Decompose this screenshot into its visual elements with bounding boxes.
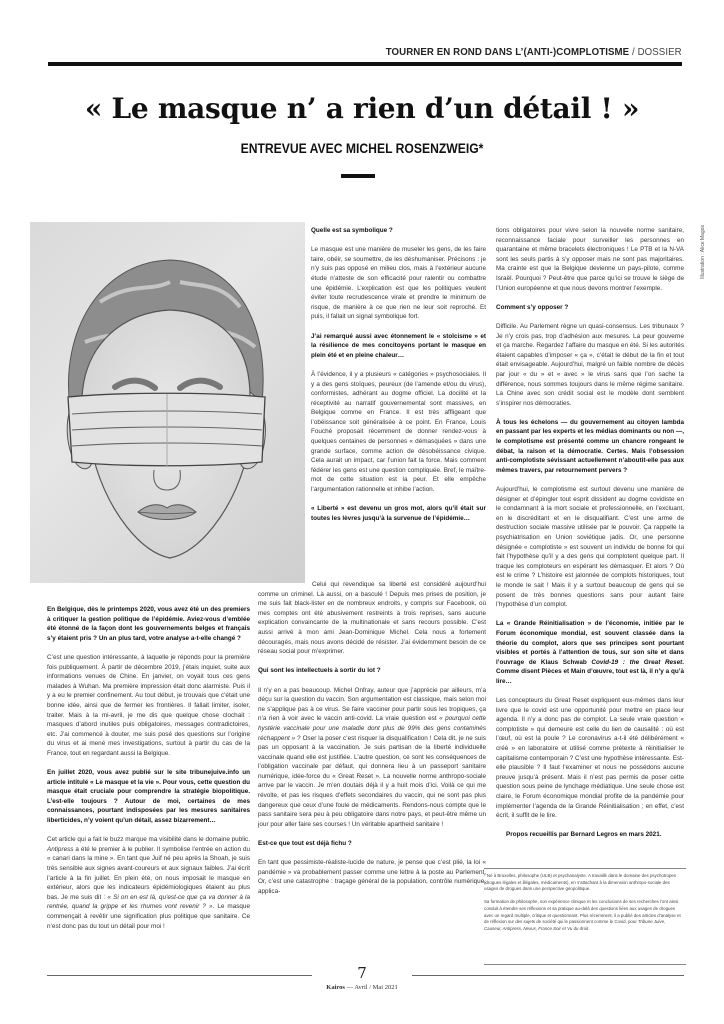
category-label: DOSSIER bbox=[637, 46, 682, 58]
answer-text: ? Oser la poser c’est risquer la disqualification ! Cela dit, je ne suis pas un opposant à la vaccination. Je suis partisan de la liberté individuelle vaccinale quand elle est justifiée. L’autre question, ce sont les conséquences de l’obligation vaccinale par défaut, qui donnera lieu à un passeport sanitaire numérique, idée-force du « Great Reset ». La nouvelle norme anthropo-sociale arrive par le vaccin. Je m’en doutais déjà il y a huit mois d’ici. Voilà ce qui me révolte, et pas les risques d’effets secondaires du vaccin, qui ne sont pas plus dangereux que ceux d’une foule de médicaments. Rendons-nous compte que le pass sanitaire sera peu à peu obligatoire dans notre pays, et peut-être même un jour pour aller faire ses courses ! Un véritable apartheid sanitaire ! bbox=[258, 734, 486, 828]
author-footnote bbox=[484, 873, 684, 939]
question: Est-ce que tout est déjà fichu ? bbox=[258, 840, 352, 848]
illustration-credit: Illustration : Alice Magos bbox=[700, 225, 706, 279]
answer-text: Cet article qui a fait le buzz marque ma visibilité dans le domaine public. bbox=[47, 836, 250, 844]
interview-signature: Propos recueillis par Bernard Legros en mars 2021. bbox=[506, 831, 662, 839]
title-divider bbox=[341, 174, 375, 178]
footer-rule-right bbox=[412, 975, 684, 976]
question: En Belgique, dès le printemps 2020, vous avez été un des premiers à critiquer la gestion politique de l’épidémie. Aviez-vous d’emblée été étonné de la façon dont les gouvernements belges et français s’y étaient pris ? Un an plus tard, votre analyse a-t-elle changé ? bbox=[47, 606, 250, 642]
publication-name: Antipress bbox=[47, 845, 74, 853]
question-text: . Comme disent Pièces et Main d’œuvre, tout est là, il n’y a qu’à lire… bbox=[496, 658, 684, 685]
middle-column-top bbox=[311, 226, 486, 533]
question-text: La « Grande Réinitialisation » de l’économie, initiée par le Forum économique mondial, est souvent classée dans la théorie du complot, alors que ses principes sont pourtant visibles et portés à l’attention de tous, sur son site et dans l’ouvrage de Klaus Schwab bbox=[496, 620, 684, 666]
answer-continued: tions obligatoires pour vivre selon la nouvelle norme sanitaire, reconnaissance faciale pour surveiller les personnes en quarantaine et même bracelets électroniques ! Le PTB et la N-VA sont les seuls partis à s’y opposer mais ne sont pas majoritaires. Ma crainte est que la Belgique devienne un pays-pilote, comme Israël. Pourquoi ? Peut-être que parce qu’ici se trouve le siège de l’Union européenne et que nous devons montrer l’exemple. bbox=[496, 227, 684, 292]
answer: Difficile. Au Parlement règne un quasi-consensus. Les tribunaux ? Je n’y crois pas, trop d’adhésion aux mesures. La peur gouverne et ça marche. Regardez l’affaire du masque en été. Si les autorités étaient capables d’imposer « ça », c’était le début de la fin et tout était envisageable. Aujourd’hui, malgré un faible nombre de décès par jour « du » et « avec » le virus sans que l’on sache la différence, nous sommes toujours dans le même régime sanitaire. La Chine avec son crédit social est le modèle dont semblent s’inspirer nos démocraties. bbox=[496, 322, 684, 407]
middle-column bbox=[258, 580, 486, 906]
answer bbox=[47, 835, 250, 931]
issue-date: — Avril / Mai 2021 bbox=[344, 984, 398, 991]
article-subtitle: ENTREVUE AVEC MICHEL ROSENZWEIG* bbox=[240, 141, 484, 156]
publication-name: Vu du droit bbox=[567, 925, 589, 931]
footnote-text: . bbox=[588, 925, 590, 931]
answer: Celui qui revendique sa liberté est considéré aujourd’hui comme un criminel. Là aussi, on a basculé ! Depuis mes prises de position, je me suis fait black-lister en de nombreux endroits, y compris sur Facebook, où mes comptes ont été abusivement restreints à trois reprises, sans aucune explication convaincante de la multinationale et sans recours possible. C’est aussi arrivé à mon ami Jean-Dominique Michel. Cela nous a fortement découragés, mais nous avons décidé de résister. J’ai évidemment besoin de ce réseau social pour m’exprimer. bbox=[258, 581, 486, 656]
running-head bbox=[386, 46, 682, 58]
section-separator: / bbox=[632, 46, 636, 58]
folio bbox=[0, 984, 724, 991]
illustration bbox=[30, 222, 305, 583]
footnote-text: et bbox=[560, 925, 568, 931]
answer: C’est une question intéressante, à laquelle je réponds pour la première fois publiquement. À partir de décembre 2019, j’étais inquiet, suite aux informations venues de Chine. En janvier, on voyait tous ces gens malades à Wuhan. Ma première impression était donc alarmiste. Puis il y a eu le premier confinement. Au tout début, je trouvais que c’était une bonne idée, ainsi que de fermer les frontières. Il fallait limiter, isoler, traiter. Mais à la mi-avril, je me dis que quelque chose clochait : masques d’abord inutiles puis obligatoires, messages contradictoires, etc. J’ai commencé à douter, me suis posé des questions sur l’origine du virus et ai mené mes investigations, surtout à partir du cas de la France, tout en regardant aussi la Belgique. bbox=[47, 653, 250, 757]
answer-text: Il n’y en a pas beaucoup. Michel Onfray, auteur que j’apprécie par ailleurs, m’a déçu sur la question du vaccin. Son argumentation est classique, mais selon moi ne s’applique pas à ce virus. Se faire vacciner pour partir sous les tropiques, ça n’a rien à voir avec le vaccin anti-covid. La vraie question est bbox=[258, 686, 486, 723]
footnote-rule-top bbox=[484, 868, 686, 869]
question: En juillet 2020, vous avez publié sur le site tribunejuive.info un article intitulé « Le masque et la vie ». Pour vous, cette question du masque était cruciale pour comprendre la stratégie biopolitique. L’est-elle toujours ? Autour de moi, certaines de mes connaissances, pourtant indisposées par les mesures sanitaires liberticides, n’y voient qu’un détail, assez bizarrement… bbox=[47, 769, 250, 825]
answer: Aujourd’hui, le complotisme est surtout devenu une manière de désigner et d’épingler tout esprit dissident au dogme covidiste en le condamnant à la mort sociale et professionnelle, en l’excluant, en le discréditant et en le disqualifiant. C’est une arme de destruction sociale massive utilisée par le pouvoir. Ça rappelle la psychiatrisation en Union soviétique jadis. Or, une personne désignée « complotiste » est souvent un individu de bonne foi qui fait l’hypothèse qu’il y a des gens qui complotent quelque part. Il traque les comploteurs en espérant les démasquer. Et alors ? Où est le crime ? L’histoire est jalonnée de complots historiques, tout le monde le sait ! Mais il y a surtout beaucoup de gens qui se posent de très bonnes questions sans pour autant faire l’hypothèse d’un complot. bbox=[496, 486, 684, 609]
footnote-career bbox=[484, 899, 684, 932]
footnote-bio: * Né à Bruxelles, philosophe (ULB) et psychanalyste. A travaillé dans le domaine des psychotropes (drogues légales et illégales, médicaments), en s’attachant à la dimension anthropo-sociale des usages de drogues dans une perspective géopolitique. bbox=[484, 873, 677, 892]
question: Qui sont les intellectuels à sortir du lot ? bbox=[258, 667, 381, 675]
answer-text: a été le premier à le publier. Il symbolise l’entrée en action du « canari dans la mine ». En tant que Juif né peu après la Shoah, je suis très sensible aux signes avant-coureurs et aux signaux faibles. J’ai écrit l’article à la fin juillet. En plein été, on nous imposait le masque en extérieur, alors que les indicateurs épidémiologiques étaient au plus bas. Je me suis dit : bbox=[47, 845, 250, 901]
answer: Les concepteurs du Great Reset expliquent eux-mêmes dans leur livre que le covid est une opportunité pour mettre en place leur agenda. Il n’y a donc pas de complot. La seule vraie question « complotiste » qui demeure est celle du lien de causalité : où est l’œuf, où est la poule ? Le coronavirus a-t-il été délibérément « créé » en laboratoire et utilisé comme prétexte à réinitialiser le capitalisme contemporain ? C’est une hypothèse intéressante. Est-elle plausible ? Il faut l’examiner et nous ne possédons aucune preuve jusqu’à présent. Mais il n’est pas permis de poser cette question sous peine de lynchage médiatique. Une seule chose est claire, le Forum économique mondial profite de la pandémie pour implémenter l’agenda de la Grande Réinitialisation ; en effet, c’est écrit, il suffit de le lire. bbox=[496, 697, 684, 820]
footer-rule-left bbox=[47, 975, 312, 976]
footnote-text: Sa formation de philosophe, son expérience clinique et les conclusions de ses recherches l’ont ainsi conduit à étendre ses réflexions et sa pratique au-delà des questions liées aux usages de drogues avec un regard multiple, critique et questionnant. Plus récemment, il a publié des articles d’analyse et de réflexion sur des sujets de société qui le passionnent comme le Covid, pour bbox=[484, 899, 681, 925]
page-number: 7 bbox=[357, 964, 367, 982]
publication-list: Tribune Juive, Causeur, Antipress, Nexus, France Soir bbox=[484, 919, 666, 931]
question: Comment s’y opposer ? bbox=[496, 303, 569, 311]
answer-text: . Le masque commençait à revêtir une signification plus politique que sanitaire. Ce n’est donc pas du tout un détail pour moi ! bbox=[47, 903, 250, 930]
quoted-question: « pourquoi cette hystérie vaccinale pour une maladie dont plus de 99% des gens contaminés réchappent » bbox=[258, 715, 486, 742]
answer: En tant que pessimiste-réaliste-lucide de nature, je pense que c’est plié, la loi « pandémie » va probablement passer comme une lettre à la poste au Parlement. Or, c’est une catastrophe : traçage général de la population, contrôle numérique, applica- bbox=[258, 859, 486, 895]
footnote-rule-bottom bbox=[484, 964, 686, 965]
question: Quelle est sa symbolique ? bbox=[311, 227, 393, 234]
question: « Liberté » est devenu un gros mot, alors qu’il était sur toutes les lèvres jusqu’à la survenue de l’épidémie… bbox=[311, 505, 486, 522]
question: J’ai remarqué aussi avec étonnement le « stoïcisme » et la résilience de mes concitoyens portant le masque en plein été et en pleine chaleur… bbox=[311, 332, 486, 359]
answer bbox=[258, 686, 486, 830]
magazine-name: Kairos bbox=[326, 984, 345, 991]
right-column bbox=[496, 226, 684, 850]
quoted-thought: « Si on en est là, qu’est-ce que ça va donner à la rentrée, quand la grippe et les rhumes vont revenir ? » bbox=[47, 893, 250, 911]
masked-face-drawing-icon bbox=[30, 222, 305, 583]
book-title: Covid-19 : the Great Reset bbox=[591, 658, 683, 666]
article-title: « Le masque n’ a rien d’un détail ! » bbox=[84, 92, 640, 125]
header-rule bbox=[48, 62, 682, 66]
left-column bbox=[47, 605, 250, 941]
question: À tous les échelons — du gouvernement au citoyen lambda en passant par les experts et les médias dominants ou non —, le complotisme est présenté comme un chancre rongeant le débat, la raison et la démocratie. Certes. Mais l’obsession anti-complotiste sévissant actuellement n’aboutit-elle pas aux mêmes travers, par retournement pervers ? bbox=[496, 418, 684, 474]
answer: À l’évidence, il y a plusieurs « catégories » psychosociales. Il y a des gens stoïques, peureux (de l’amende et/ou du virus), conformistes, adhérant au dogme officiel. La docilité et la réceptivité au narratif gouvernemental sont massives, en Belgique comme en France. Il est très affligeant que l’obéissance soit généralisée à ce point. En France, Louis Fouché proposait récemment de donner rendez-vous à quelques centaines de personnes « démasquées » dans une grande surface, comme action de désobéissance civique. Cela aurait un impact, car l’union fait la force. Mais comment fédérer les gens est une question compliquée. Bref, le maître-mot de cette situation est la peur. Et elle empêche l’argumentation rationnelle et inhibe l’action. bbox=[311, 370, 486, 494]
question bbox=[496, 619, 684, 686]
section-label: TOURNER EN ROND DANS L’(ANTI-)COMPLOTISME bbox=[386, 46, 630, 58]
answer: Le masque est une manière de museler les gens, de les faire taire, obéir, se soumettre, de les déshumaniser. Précisons : je n’y suis pas opposé en milieu clos, mais à l’extérieur aucune étude n’atteste de son efficacité pour ralentir ou combattre une épidémie. L’explication est que les politiques veulent éviter toute recrudescence virale et prendre le minimum de risque, de manière à ce que rien ne leur soit reproché. Et puis, il fallait un signal symbolique fort. bbox=[311, 246, 486, 321]
